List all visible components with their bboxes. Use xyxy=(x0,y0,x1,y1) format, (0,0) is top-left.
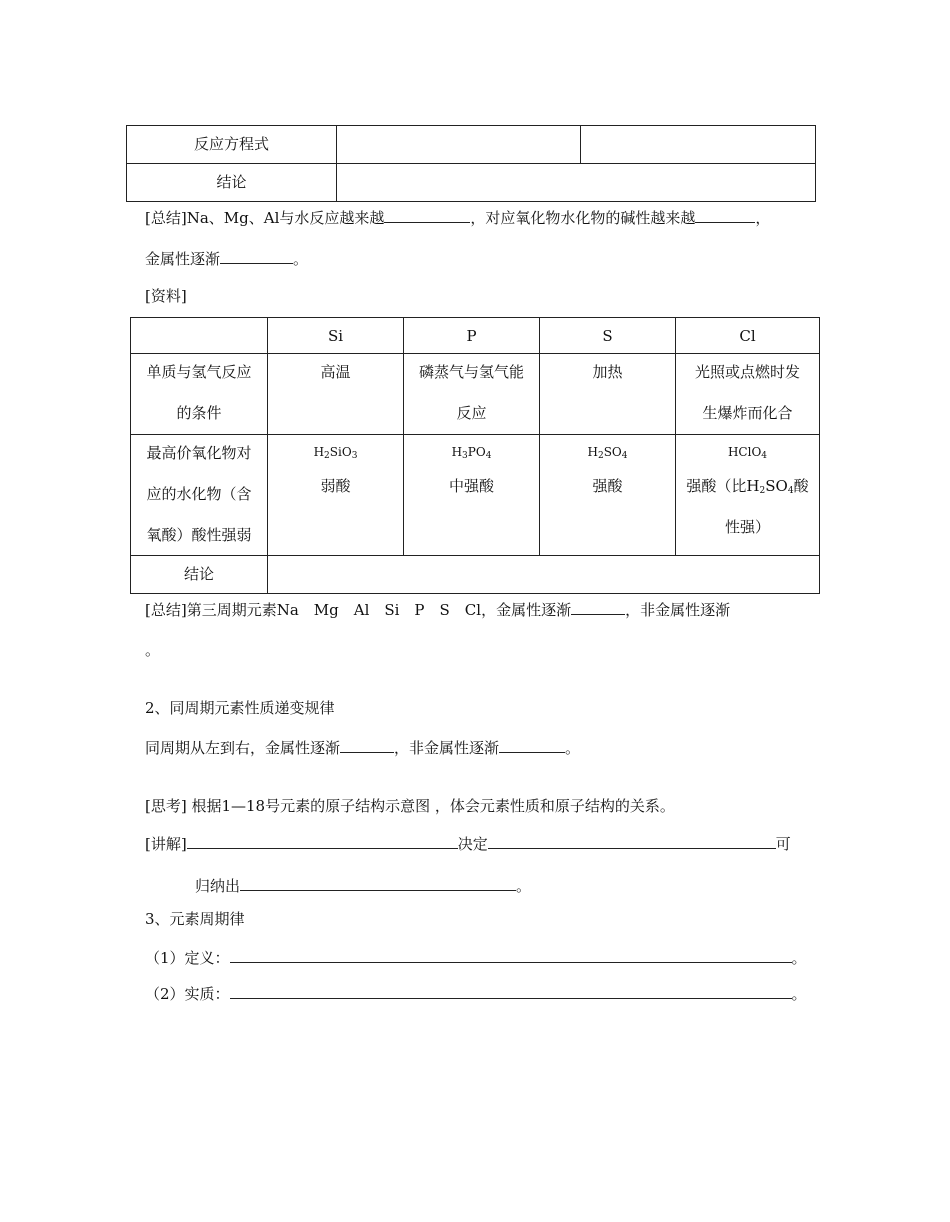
explain-middle: 决定 xyxy=(457,835,488,853)
section-2-title: 2、同周期元素性质递变规律 xyxy=(145,699,335,717)
explain-line xyxy=(145,832,791,854)
header-cl: Cl xyxy=(676,318,820,354)
blank[interactable] xyxy=(499,736,565,753)
section-2-text-end: 。 xyxy=(565,739,581,757)
blank[interactable] xyxy=(230,982,792,999)
header-s: S xyxy=(540,318,676,354)
blank[interactable] xyxy=(220,247,293,264)
summary-2-text: [总结]第三周期元素Na Mg Al Si P S Cl，金属性逐渐 xyxy=(145,601,572,619)
blank[interactable] xyxy=(187,832,458,849)
cl-acid: HClO$_4$ 强酸（比$H_2SO_4$酸 性强） xyxy=(676,435,820,556)
reaction-table xyxy=(126,125,816,202)
resource-label: [资料] xyxy=(145,287,187,305)
cl-formula: HClO$_4$ xyxy=(727,445,768,461)
essence-label: （2）实质： xyxy=(145,985,230,1003)
blank[interactable] xyxy=(240,874,516,891)
conclusion-cell xyxy=(337,164,816,202)
essence-end: 。 xyxy=(791,985,807,1003)
definition-line xyxy=(145,946,807,968)
blank[interactable] xyxy=(230,946,792,963)
explain-line2 xyxy=(195,874,531,896)
explain-end: 可 xyxy=(775,835,791,853)
si-acid: $H_2SiO_3$ 弱酸 xyxy=(268,435,404,556)
p-acid: $H_3PO_4$ 中强酸 xyxy=(404,435,540,556)
table-corner xyxy=(131,318,268,354)
s-condition: 加热 xyxy=(540,354,676,435)
element-data-table xyxy=(130,317,820,594)
cl-strength: 强酸（比$H_2SO_4$酸 xyxy=(686,477,809,496)
summary-1-prefix: [总结]Na、Mg、Al与水反应越来越 xyxy=(145,209,385,227)
si-condition: 高温 xyxy=(268,354,404,435)
si-formula: $H_2SiO_3$ xyxy=(313,445,358,461)
summary-1-middle: ，对应氧化物水化物的碱性越来越 xyxy=(470,209,696,227)
summary-2 xyxy=(145,598,730,620)
row-hydrogen-condition-label: 单质与氢气反应 的条件 xyxy=(131,354,268,435)
summary-1-line2 xyxy=(145,247,308,269)
definition-end: 。 xyxy=(791,949,807,967)
blank[interactable] xyxy=(384,206,470,223)
header-p: P xyxy=(404,318,540,354)
blank[interactable] xyxy=(340,736,394,753)
summary-1-end: ， xyxy=(755,209,771,227)
row-acidity-label: 最高价氧化物对 应的水化物（含 氧酸）酸性强弱 xyxy=(131,435,268,556)
explain-line2-prefix: 归纳出 xyxy=(195,877,241,895)
blank[interactable] xyxy=(488,832,776,849)
reaction-equation-cell-1 xyxy=(337,126,581,164)
p-formula: $H_3PO_4$ xyxy=(451,445,492,461)
summary-1-line2-end: 。 xyxy=(293,250,309,268)
summary-2-middle: ，非金属性逐渐 xyxy=(625,601,731,619)
reaction-equation-cell-2 xyxy=(581,126,816,164)
summary-1-line2-prefix: 金属性逐渐 xyxy=(145,250,221,268)
conclusion-label: 结论 xyxy=(127,164,337,202)
blank[interactable] xyxy=(695,206,755,223)
explain-line2-end: 。 xyxy=(516,877,532,895)
section-3-title: 3、元素周期律 xyxy=(145,910,245,928)
explain-prefix: [讲解] xyxy=(145,835,187,853)
summary-2-line2: 。 xyxy=(145,641,161,659)
s-formula: $H_2SO_4$ xyxy=(587,445,628,461)
essence-line xyxy=(145,982,807,1004)
section-2-text xyxy=(145,736,580,758)
p-condition: 磷蒸气与氢气能 反应 xyxy=(404,354,540,435)
s-acid: $H_2SO_4$ 强酸 xyxy=(540,435,676,556)
blank[interactable] xyxy=(571,598,625,615)
header-si: Si xyxy=(268,318,404,354)
section-2-text-b: ，非金属性逐渐 xyxy=(394,739,500,757)
row-conclusion-cell xyxy=(268,556,820,594)
section-2-text-a: 同周期从左到右，金属性逐渐 xyxy=(145,739,341,757)
definition-label: （1）定义： xyxy=(145,949,230,967)
summary-1 xyxy=(145,206,770,228)
reaction-equation-label: 反应方程式 xyxy=(127,126,337,164)
think-text: [思考] 根据1—18号元素的原子结构示意图 ，体会元素性质和原子结构的关系。 xyxy=(145,797,675,815)
cl-condition: 光照或点燃时发 生爆炸而化合 xyxy=(676,354,820,435)
row-conclusion-label: 结论 xyxy=(131,556,268,594)
